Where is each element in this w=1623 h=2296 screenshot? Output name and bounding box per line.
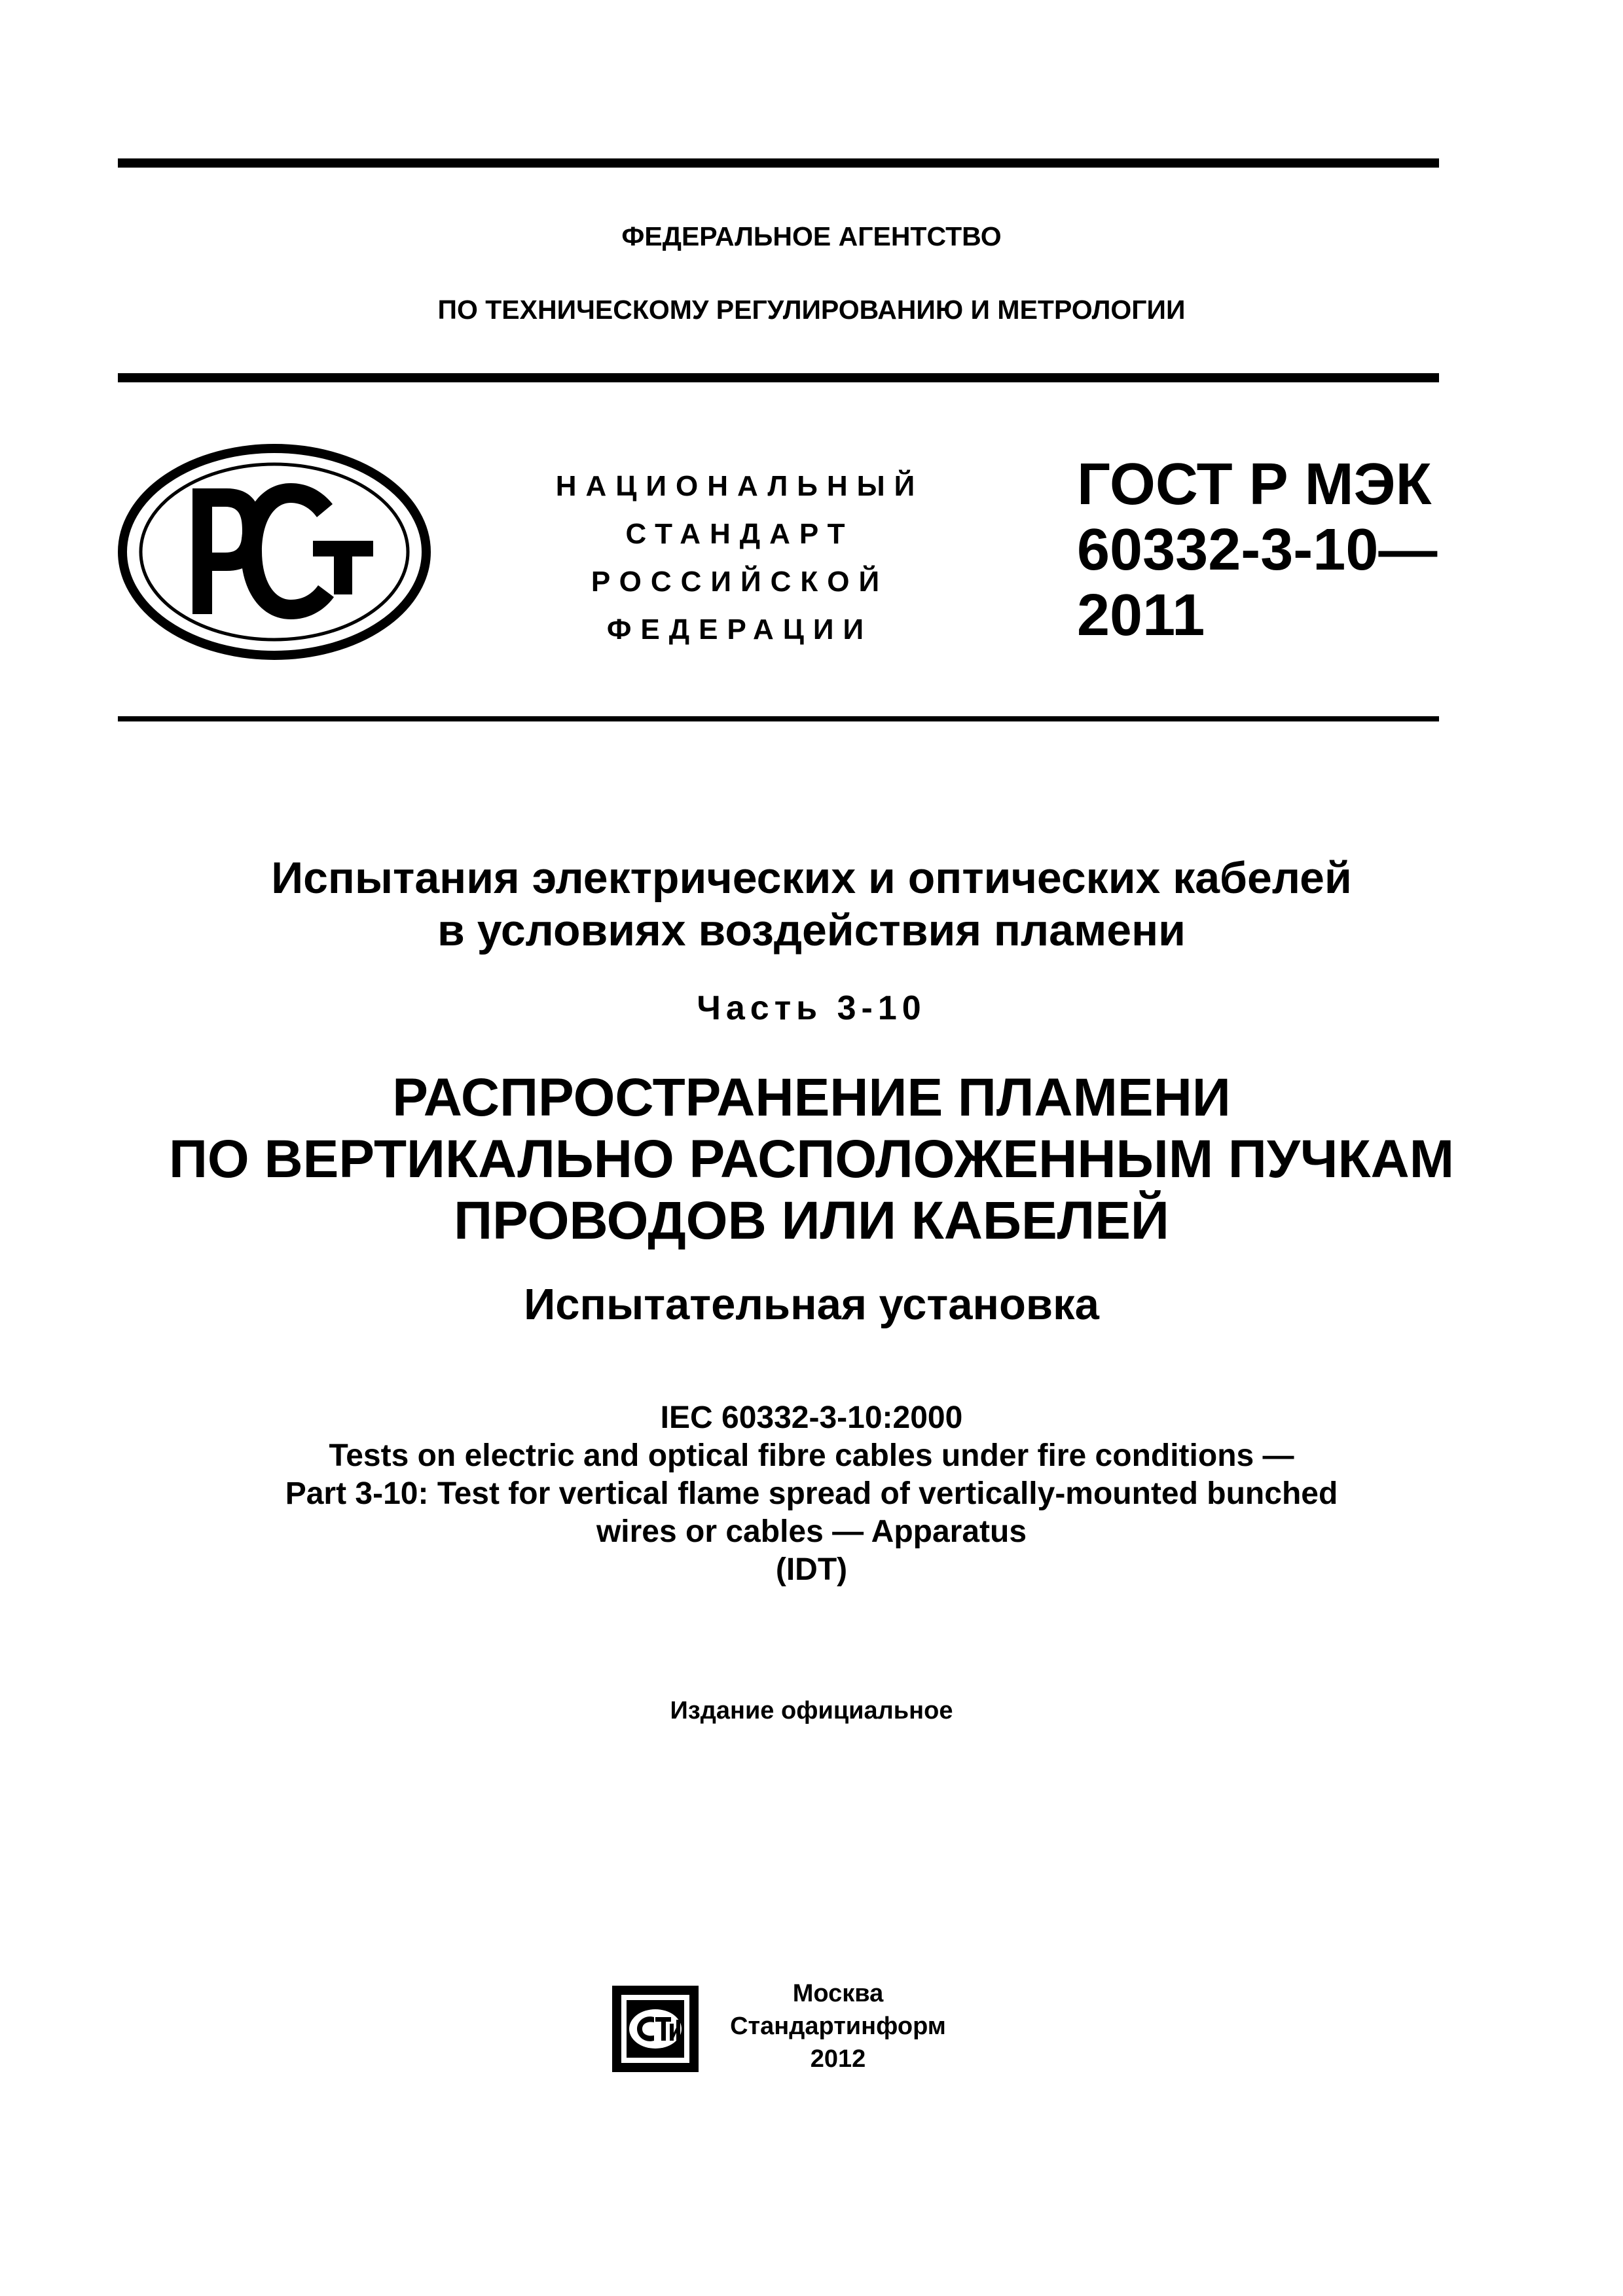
sti-publisher-logo bbox=[607, 1980, 704, 2077]
publisher-city: Москва bbox=[792, 1980, 884, 2007]
designation-line-3: 2011 bbox=[1077, 583, 1205, 648]
subtitle-line-2: ПО ВЕРТИКАЛЬНО РАСПОЛОЖЕННЫМ ПУЧКАМ bbox=[168, 1129, 1455, 1189]
iec-reference-degree: (IDT) bbox=[775, 1552, 848, 1587]
iec-reference-title-line-2: Part 3-10: Test for vertical flame spread of vertically-mounted bunched bbox=[285, 1476, 1338, 1511]
national-standard-line-2: СТАНДАРТ bbox=[625, 518, 854, 550]
iec-reference-number: IEC 60332-3-10:2000 bbox=[660, 1400, 963, 1435]
apparatus-title: Испытательная установка bbox=[524, 1280, 1099, 1329]
national-standard-line-4: ФЕДЕРАЦИИ bbox=[606, 613, 873, 646]
masthead-bottom-rule bbox=[118, 716, 1439, 721]
agency-name-line-1: ФЕДЕРАЛЬНОЕ АГЕНТСТВО bbox=[621, 221, 1002, 251]
national-standard-label bbox=[524, 462, 956, 653]
rst-mark-logo bbox=[117, 443, 432, 661]
iec-reference-title-line-3: wires or cables — Apparatus bbox=[596, 1514, 1027, 1549]
part-number: Часть 3-10 bbox=[697, 989, 926, 1027]
agency-name-line-2: ПО ТЕХНИЧЕСКОМУ РЕГУЛИРОВАНИЮ И МЕТРОЛОГИИ bbox=[437, 295, 1186, 325]
publisher-imprint bbox=[727, 1977, 949, 2075]
national-standard-line-1: НАЦИОНАЛЬНЫЙ bbox=[555, 470, 924, 502]
top-rule bbox=[118, 158, 1439, 168]
document-title-line-1: Испытания электрических и оптических кабелей bbox=[271, 853, 1352, 903]
publisher-year: 2012 bbox=[810, 2045, 866, 2073]
designation-line-2: 60332-3-10— bbox=[1077, 517, 1438, 583]
designation-line-1: ГОСТ Р МЭК bbox=[1077, 452, 1432, 517]
iec-reference-title-line-1: Tests on electric and optical fibre cables under fire conditions — bbox=[329, 1438, 1294, 1473]
national-standard-line-3: РОССИЙСКОЙ bbox=[591, 566, 889, 598]
document-title-line-2: в условиях воздействия пламени bbox=[437, 905, 1186, 955]
edition-label: Издание официальное bbox=[670, 1697, 953, 1724]
standard-designation bbox=[1077, 452, 1437, 648]
publisher-name: Стандартинформ bbox=[730, 2013, 946, 2040]
subtitle-line-3: ПРОВОДОВ ИЛИ КАБЕЛЕЙ bbox=[454, 1191, 1169, 1250]
subtitle-line-1: РАСПРОСТРАНЕНИЕ ПЛАМЕНИ bbox=[392, 1068, 1231, 1127]
header-bottom-rule bbox=[118, 373, 1439, 382]
